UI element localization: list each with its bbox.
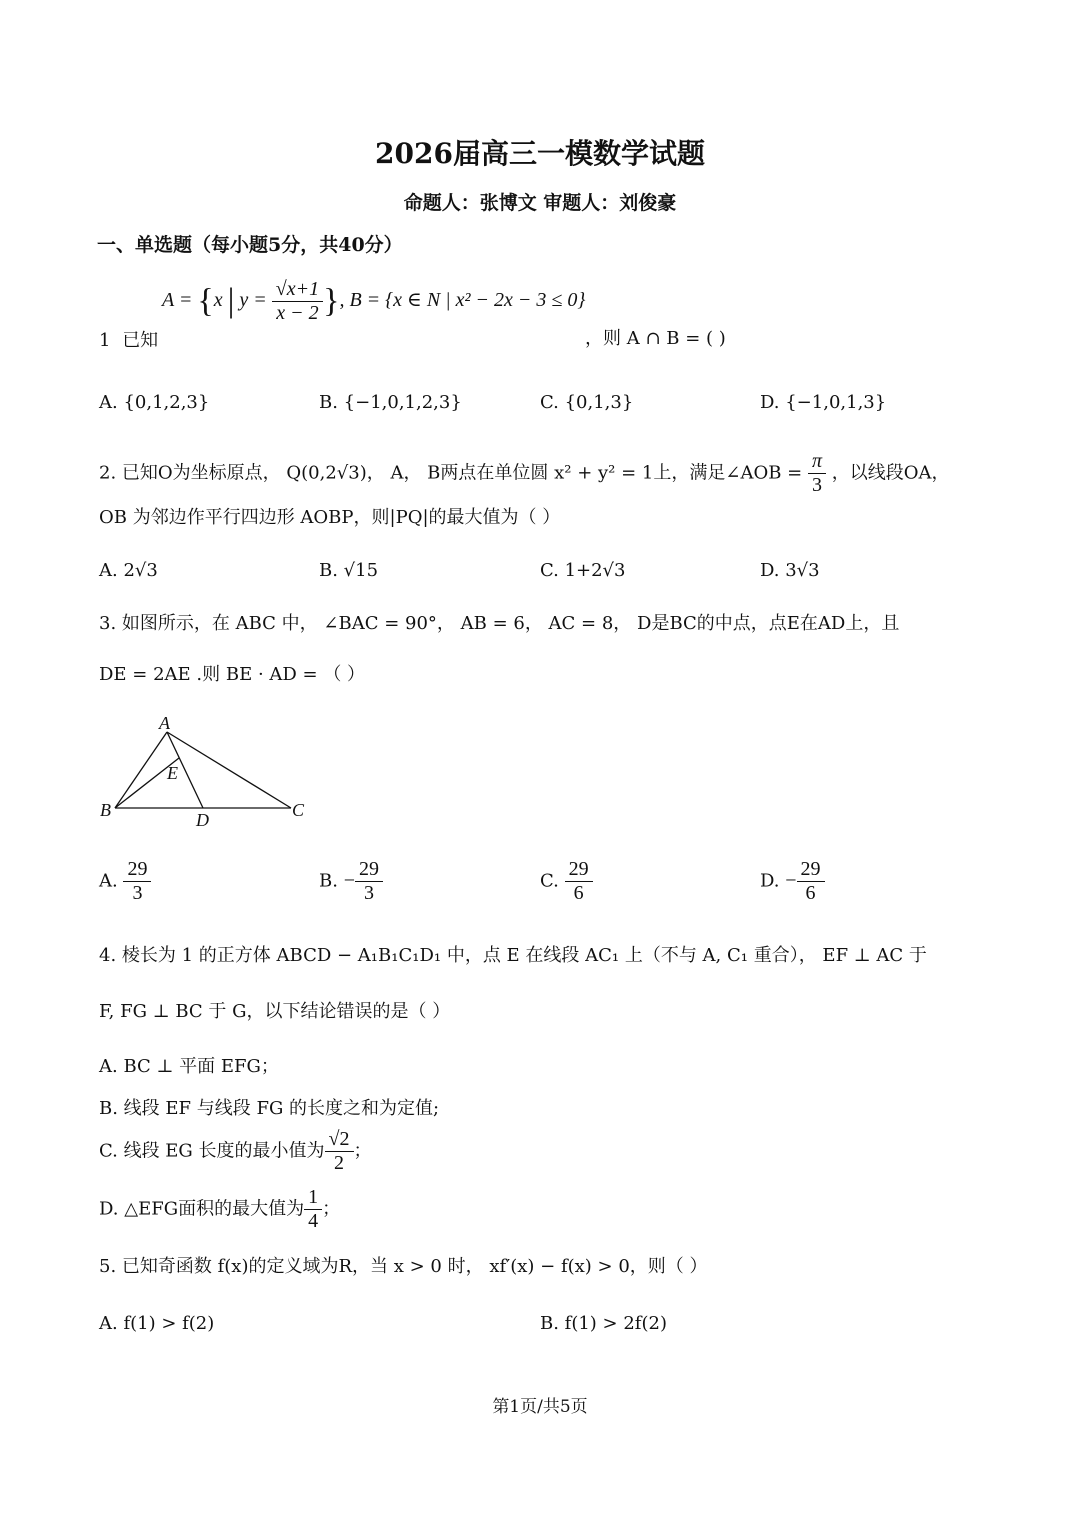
page-footer: 第1页/共5页 [492,1397,588,1417]
q1-option-b[interactable]: B. {−1,0,1,2,3} [319,392,462,413]
q1-seta-lhs: A = [162,289,193,312]
q4-optc-num: √2 [325,1128,354,1152]
q1-label [99,330,158,352]
q3-opt-d-sign: − [785,869,797,892]
q4-option-b[interactable]: B. 线段 EF 与线段 FG 的长度之和为定值; [99,1098,440,1119]
q3-opt-c-den: 6 [573,882,584,904]
q3-opt-d-den: 6 [805,882,816,904]
q3-option-d[interactable] [760,858,825,905]
q2-line1-b: ，以线段OA， [831,462,950,484]
q1-tail: ，则 A ∩ B = ( ) [585,328,726,349]
q1-number: 1 [99,330,111,351]
q4-optd-num: 1 [304,1186,322,1210]
q3-opt-a-den: 3 [132,882,143,904]
q3-opt-b-label: B. [319,870,338,892]
q2-frac-den: 3 [812,474,822,496]
q2-angle-fraction [808,450,826,497]
q2-option-d[interactable]: D. 3√3 [760,560,820,581]
q5-line1: 5. 已知奇函数 f(x)的定义域为R，当 x > 0 时， xf′(x) − f(x) > 0，则（ ） [99,1256,708,1277]
q3-opt-c-num: 29 [565,858,593,882]
label-a: A [159,713,170,733]
q1-seta-var: x [213,289,223,312]
q3-opt-b-den: 3 [363,882,374,904]
q1-lead: 已知 [122,330,159,351]
authors-line: 命题人：张博文 审题人：刘俊豪 [403,192,677,214]
q4-line1: 4. 棱长为 1 的正方体 ABCD − A₁B₁C₁D₁ 中，点 E 在线段 AC₁ 上（不与 A, C₁ 重合）， EF ⊥ AC 于 [99,945,927,966]
section-heading: 一、单选题（每小题5分，共40分） [97,234,403,256]
label-b: B [100,800,111,820]
q3-line2: DE = 2AE .则 BE · AD = （ ） [99,664,366,685]
q4-line2: F, FG ⊥ BC 于 G，以下结论错误的是（ ） [99,1001,451,1022]
q3-opt-b-frac [355,858,383,905]
q3-opt-a-frac [123,858,151,905]
q4-optc-frac [325,1128,354,1175]
label-c: C [292,800,305,820]
q1-option-a[interactable]: A. {0,1,2,3} [99,392,210,413]
q1-option-d[interactable]: D. {−1,0,1,3} [760,392,887,413]
page-title: 2026届高三一模数学试题 [375,137,705,170]
q4-optc-den: 2 [334,1152,345,1174]
q3-opt-b-sign: − [343,869,355,892]
q3-option-c[interactable] [540,858,593,905]
q3-option-a[interactable] [99,858,151,905]
q3-option-b[interactable] [319,858,383,905]
q3-opt-b-num: 29 [355,858,383,882]
q1-seta-num: √x+1 [272,278,323,302]
q5-option-a[interactable]: A. f(1) > f(2) [99,1313,215,1334]
q2-option-b[interactable]: B. √15 [319,560,379,581]
q4-optd-post: ； [322,1198,341,1220]
q2-frac-num: π [808,450,826,474]
q4-optc-pre: C. 线段 EG 长度的最小值为 [99,1140,325,1162]
q2-option-c[interactable]: C. 1+2√3 [540,560,626,581]
q4-optc-post: ； [353,1140,372,1162]
q3-line1: 3. 如图所示，在 ABC 中， ∠BAC = 90°， AB = 6， AC = 8， D是BC的中点，点E在AD上，且 [99,613,900,634]
q3-opt-a-label: A. [99,870,118,892]
label-e: E [167,763,178,783]
q4-option-d[interactable] [99,1186,340,1233]
q2-line1-a: 2. 已知O为坐标原点， Q(0,2√3)， A， B两点在单位圆 x² + y² = 1上，满足∠AOB = [99,462,803,484]
q2-line1 [99,450,950,497]
q1-seta-den: x − 2 [276,302,319,324]
edge-ab [115,732,167,808]
q4-option-a[interactable]: A. BC ⊥ 平面 EFG； [99,1056,279,1077]
q1-setb: , B = {x ∈ N | x² − 2x − 3 ≤ 0} [339,289,586,312]
q3-opt-d-label: D. [760,870,780,892]
q4-optd-den: 4 [308,1210,319,1232]
q3-opt-a-num: 29 [123,858,151,882]
q3-opt-c-label: C. [540,870,559,892]
q2-option-a[interactable]: A. 2√3 [99,560,158,581]
q1-seta-fraction [272,278,323,325]
q3-opt-d-num: 29 [797,858,825,882]
q4-optd-frac [304,1186,322,1233]
triangle-figure [95,712,325,832]
q1-option-c[interactable]: C. {0,1,3} [540,392,634,413]
q4-optd-pre: D. △EFG面积的最大值为 [99,1198,305,1220]
q3-opt-c-frac [565,858,593,905]
q1-set-expression: A = {x | y = $\frac{√x+1}{x - 2}$ }, B = {x ∈ N | x² − 2x − 3 ≤ 0} [162,278,586,324]
q3-opt-d-frac [797,858,825,905]
q2-line2: OB 为邻边作平行四边形 AOBP，则|PQ|的最大值为（ ） [99,507,561,528]
q1-seta-y: y = [239,289,267,312]
q4-option-c[interactable] [99,1128,372,1175]
q5-option-b[interactable]: B. f(1) > 2f(2) [540,1313,667,1334]
label-d: D [196,810,209,830]
